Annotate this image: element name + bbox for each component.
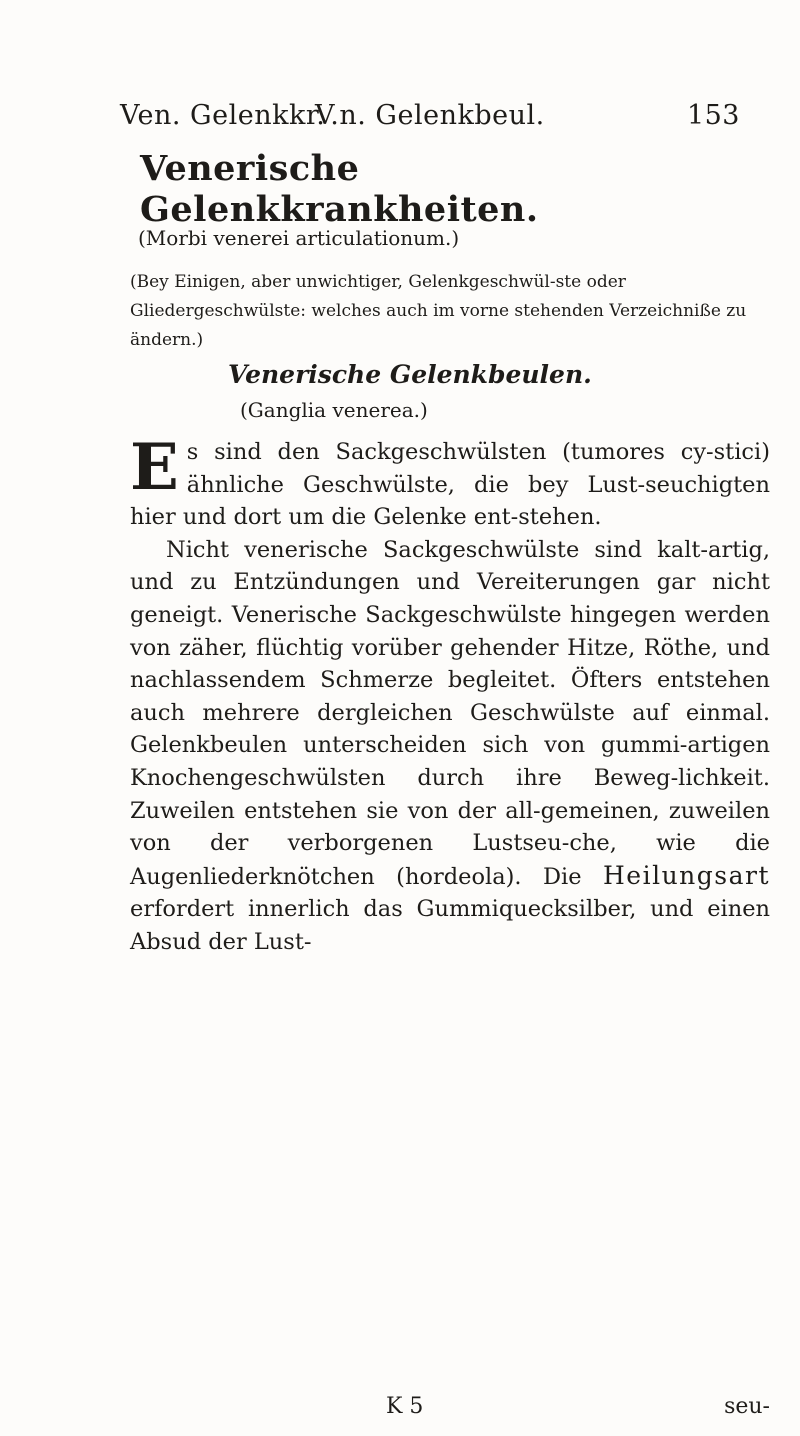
body-text xyxy=(130,430,771,959)
paragraph-2-die: Die xyxy=(542,863,582,890)
editorial-note: (Bey Einigen, aber unwichtiger, Gelenkgeschwül-ste oder Gliedergeschwülste: welches auch im vorne stehenden Verzeichniße zu ändern.) xyxy=(130,272,747,350)
page-number: 153 xyxy=(686,100,740,131)
paragraph-1-text: s sind den Sackgeschwülsten (tumores cy-stici) ähnliche Geschwülste, die bey Lust-seuchigten hier und dort um die Gelenke ent-stehen. xyxy=(130,439,770,531)
section-subtitle-latin: (Ganglia venerea.) xyxy=(240,398,428,422)
running-head-middle: V.n. Gelenkbeul. xyxy=(315,100,545,131)
paragraph-1 xyxy=(130,430,770,534)
chapter-title: Venerische Gelenkkrankheiten. xyxy=(140,148,539,230)
running-head-left: Ven. Gelenkkr. xyxy=(120,100,326,131)
paragraph-2-text: Nicht venerische Sackgeschwülste sind kalt-artig, und zu Entzündungen und Vereiterungen gar nicht geneigt. Venerische Sackgeschwülste hingegen werden von zäher, flüchtig vorüber gehender Hitze, Röthe, und nachlassendem Schmerze begleitet. Öfters entstehen auch mehrere dergleichen Geschwülste auf einmal. Gelenkbeulen unterscheiden sich von gummi-artigen Knochengeschwülsten durch ihre Beweg-lichkeit. Zuweilen entstehen sie von der all-gemeinen, zuweilen von der verborgenen Lustseu-che, wie die Augenliederknötchen (hordeola). xyxy=(130,536,770,890)
paragraph-2-end: erfordert innerlich das Gummiquecksilber, und einen Absud der Lust- xyxy=(130,896,770,955)
drop-cap: E xyxy=(130,430,179,505)
chapter-subtitle-latin: (Morbi venerei articulationum.) xyxy=(138,226,460,250)
paragraph-2 xyxy=(130,534,770,959)
catchword: seu- xyxy=(724,1394,770,1419)
signature-mark: K 5 xyxy=(386,1394,424,1419)
section-title: Venerische Gelenkbeulen. xyxy=(228,360,592,389)
heilungsart-heading: Heilungsart xyxy=(602,860,771,890)
